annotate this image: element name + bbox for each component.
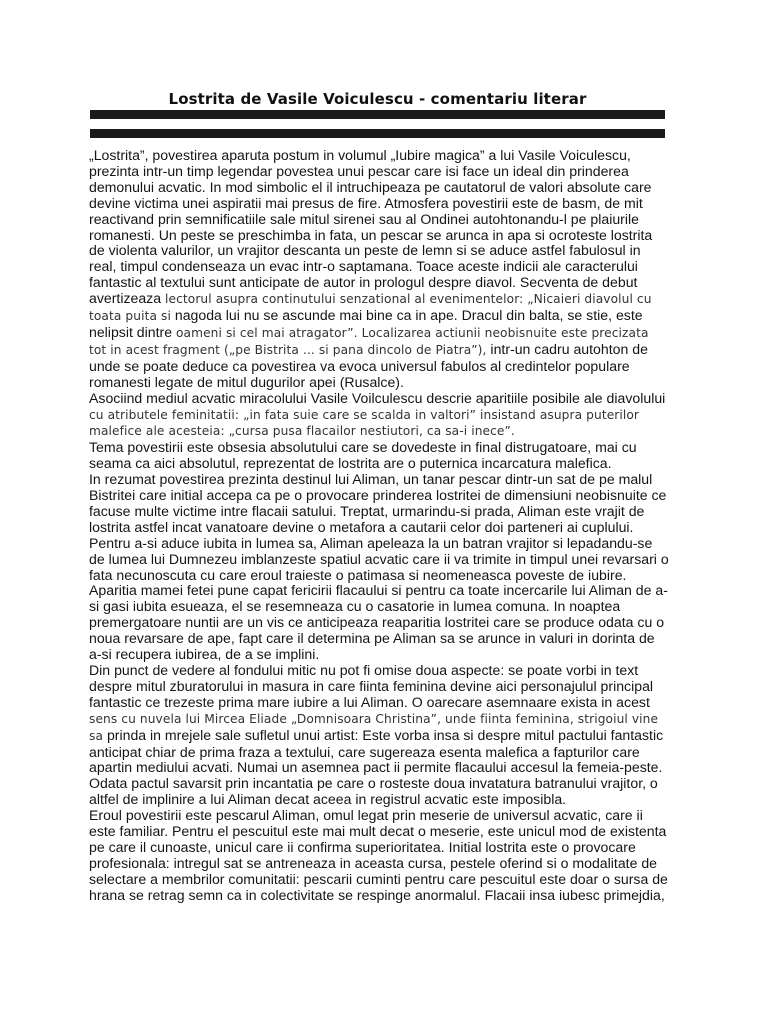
paragraph-text-segment: Asociind mediul acvatic miracolului Vasile Voilculescu descrie aparitiile posibile ale diavolului bbox=[89, 389, 666, 406]
paragraph bbox=[89, 808, 669, 903]
paragraph-text-segment: Din punct de vedere al fondului mitic nu pot fi omise doua aspecte: se poate vorbi in text despre mitul zburatorului in masura in care fiinta feminina devine aici personajulul principal fantastic ce trezeste prima mare iubire a lui Aliman. O oarecare asemnaare exista in acest bbox=[89, 662, 654, 710]
paragraph bbox=[89, 536, 669, 663]
paragraph-text-segment: cu atributele feminitatii: „in fata suie care se scalda in valtori” insistand asupra puterilor malefice ale acesteia: „cursa pusa flacailor nestiutori, ca sa-i inece”. bbox=[89, 407, 640, 439]
paragraph bbox=[89, 148, 669, 391]
paragraph-text-segment: intr-un cadru autohton de unde se poate deduce ca povestirea va evoca universul fabulos al credintelor populare romanesti legate de mitul dugurilor apei (Rusalce). bbox=[89, 340, 648, 390]
document-body bbox=[89, 148, 669, 904]
paragraph-text-segment: Tema povestirii este obsesia absolutului care se dovedeste in final distrugatoare, mai cu seama ca aici absolutul, reprezentat de lostrita are o puternica incarcatura malefica. bbox=[89, 439, 637, 472]
paragraph bbox=[89, 440, 669, 472]
title-rule-bottom bbox=[90, 129, 665, 138]
paragraph-text-segment: Pentru a-si aduce iubita in lumea sa, Aliman apeleaza la un batran vrajitor si lepadandu-se de lumea lui Dumnezeu imblanzeste spatiul acvatic care ii va trimite in timpul unei revarsari o fata necunoscuta cu care eroul traieste o patimasa si neomeneasca poveste de iubire. Aparitia mamei fetei pune capat fericirii flacaului si pentru ca toate incercarile lui Aliman de a-si gasi iubita esueaza, el se resemneaza cu o casatorie in lumea comuna. In noaptea premergatoare nuntii are un vis ce anticipeaza reaparitia lostritei care se produce odata cu o noua revarsare de ape, fapt care il determina pe Aliman sa se arunce in valuri in dorinta de a-si recupera iubirea, de a se implini. bbox=[89, 534, 669, 663]
paragraph-text-segment: Eroul povestirii este pescarul Aliman, omul legat prin meserie de universul acvatic, care ii este familiar. Pentru el pescuitul este mai mult decat o meserie, este unicul mod de existenta pe care il cunoaste, unicul care ii confirma superioritatea. Initial lostrita este o provocare profesionala: intregul sat se antreneaza in aceasta cursa, pestele oferind si o modalitate de selectare a membrilor comunitatii: pescarii cuminti pentru care pescuitul este doar o sursa de hrana se retrag semn ca in colectivitate se respinge anormalul. Flacaii insa iubesc primejdia, bbox=[89, 807, 668, 903]
paragraph-text-segment: prinda in mrejele sale sufletul unui artist: Este vorba insa si despre mitul pactului fantastic anticipat chiar de prima fraza a textului, care sugereaza esenta malefica a fapturilor care apartin mediului acvati. Numai un asemnea pact ii permite flacaului accesul la femeia-peste. Odata pactul savarsit prin incantatia pe care o rosteste doua invatatura batranului vrajitor, o altfel de implinire a lui Aliman decat aceea in registrul acvatic este imposibla. bbox=[89, 726, 664, 808]
title-rule-top bbox=[90, 110, 665, 119]
paragraph-text-segment: „Lostrita”, povestirea aparuta postum in volumul „Iubire magica” a lui Vasile Voiculescu, prezinta intr-un timp legendar povestea unui pescar care isi face un ideal din prinderea demonului acvatic. In mod simbolic el il intruchipeaza pe cautatorul de valori absolute care devine victima unei aspiratii mai presus de fire. Atmosfera povestirii este de basm, de mit reactivand prin semnificatiile sale mitul sirenei sau al Ondinei autohtonandu-l pe plaiurile romanesti. Un peste se preschimba in fata, un pescar se arunca in apa si ocroteste lostrita de violenta valurilor, un vrajitor descanta un peste de lemn si se aduce astfel fabulosul in real, timpul condenseaza un evac intr-o saptamana. Toace aceste indicii ale caracterului fantastic al textului sunt anticipate de autor in prologul despre diavol. Secventa de debut avertizeaza bbox=[89, 147, 653, 307]
paragraph-text-segment: In rezumat povestirea prezinta destinul lui Aliman, un tanar pescar dintr-un sat de pe malul Bistritei care initial accepa ca pe o provocare prinderea lostritei de dimensiuni neobisnuite ce facuse multe victime intre flacaii satului. Treptat, urmarindu-si prada, Aliman este vrajit de lostrita astfel incat vanatoare devine o metafora a cautarii celor doi parteneri ai cuplului. bbox=[89, 471, 667, 535]
paragraph bbox=[89, 663, 669, 808]
paragraph-text-segment: nagoda lui nu se ascunde mai bine ca in ape. Dracul din balta, se stie, este nelipsit dintre bbox=[89, 307, 643, 340]
paragraph bbox=[89, 472, 669, 536]
paragraph bbox=[89, 391, 669, 441]
paragraph-text-segment: lectorul asupra continutului senzational al evenimentelor: „Nicaieri diavolul cu toata puita si bbox=[89, 292, 652, 324]
paragraph-text-segment: sens cu nuvela lui Mircea Eliade „Domnisoara Christina”, unde fiinta feminina, strigoiul vine sa bbox=[89, 711, 659, 743]
document-title: Lostrita de Vasile Voiculescu - comentariu literar bbox=[168, 90, 587, 108]
paragraph-text-segment: oameni si cel mai atragator”. Localizarea actiunii neobisnuite este precizata tot in acest fragment („pe Bistrita ... si pana dincolo de Piatra”), bbox=[89, 325, 649, 357]
